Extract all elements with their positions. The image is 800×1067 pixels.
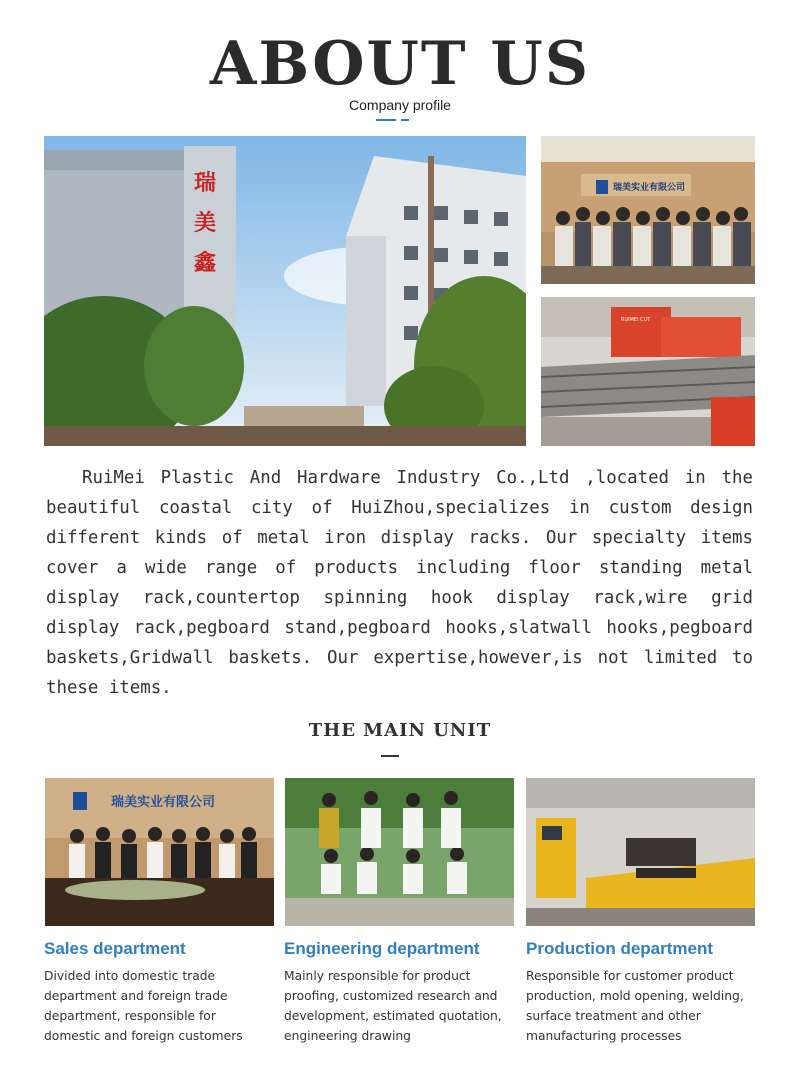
machine-label: RUIMEI CUT (621, 317, 651, 323)
company-introduction: RuiMei Plastic And Hardware Industry Co.,Ltd ,located in the beautiful coastal city of HuiZhou,specializes in custom design different kinds of metal iron display racks. Our specialty items cover a wide range of products including floor standing metal display rack,countertop spinning hook display rack,wire grid display rack,pegboard stand,pegboard hooks,slatwall hooks,pegboard baskets,Gridwall baskets. Our expertise,however,is not limited to these items. (46, 468, 753, 698)
building-sign-char-1: 瑞 (194, 170, 217, 196)
production-department-description: Responsible for customer product production, mold opening, welding, surface treatment and other manufacturing processes (526, 969, 744, 1043)
sales-department-title: Sales department (44, 939, 186, 958)
sales-department-photo (45, 778, 274, 926)
engineering-department-title: Engineering department (284, 939, 480, 958)
laser-cutting-machine-photo (541, 297, 755, 446)
section-title: THE MAIN UNIT (308, 720, 492, 741)
team-group-photo (541, 136, 755, 284)
section-title-rule (381, 755, 399, 757)
building-sign-char-2: 美 (194, 210, 217, 236)
page-subtitle: Company profile (349, 97, 451, 113)
building-sign-char-3: 鑫 (194, 250, 217, 276)
factory-building-photo (44, 136, 526, 446)
production-department-title: Production department (526, 939, 714, 958)
page-title: ABOUT US (209, 29, 591, 99)
engineering-department-photo (285, 778, 514, 926)
team-wall-sign: 瑞美实业有限公司 (613, 183, 686, 193)
engineering-department-description: Mainly responsible for product proofing, customized research and development, estimated quotation, engineering drawing (284, 969, 502, 1043)
subtitle-underline (376, 119, 396, 121)
sales-department-description: Divided into domestic trade department and foreign trade department, responsible for domestic and foreign customers (44, 969, 243, 1043)
production-department-photo (526, 778, 755, 926)
subtitle-underline-dot (401, 119, 409, 121)
sales-wall-sign: 瑞美实业有限公司 (111, 795, 216, 810)
